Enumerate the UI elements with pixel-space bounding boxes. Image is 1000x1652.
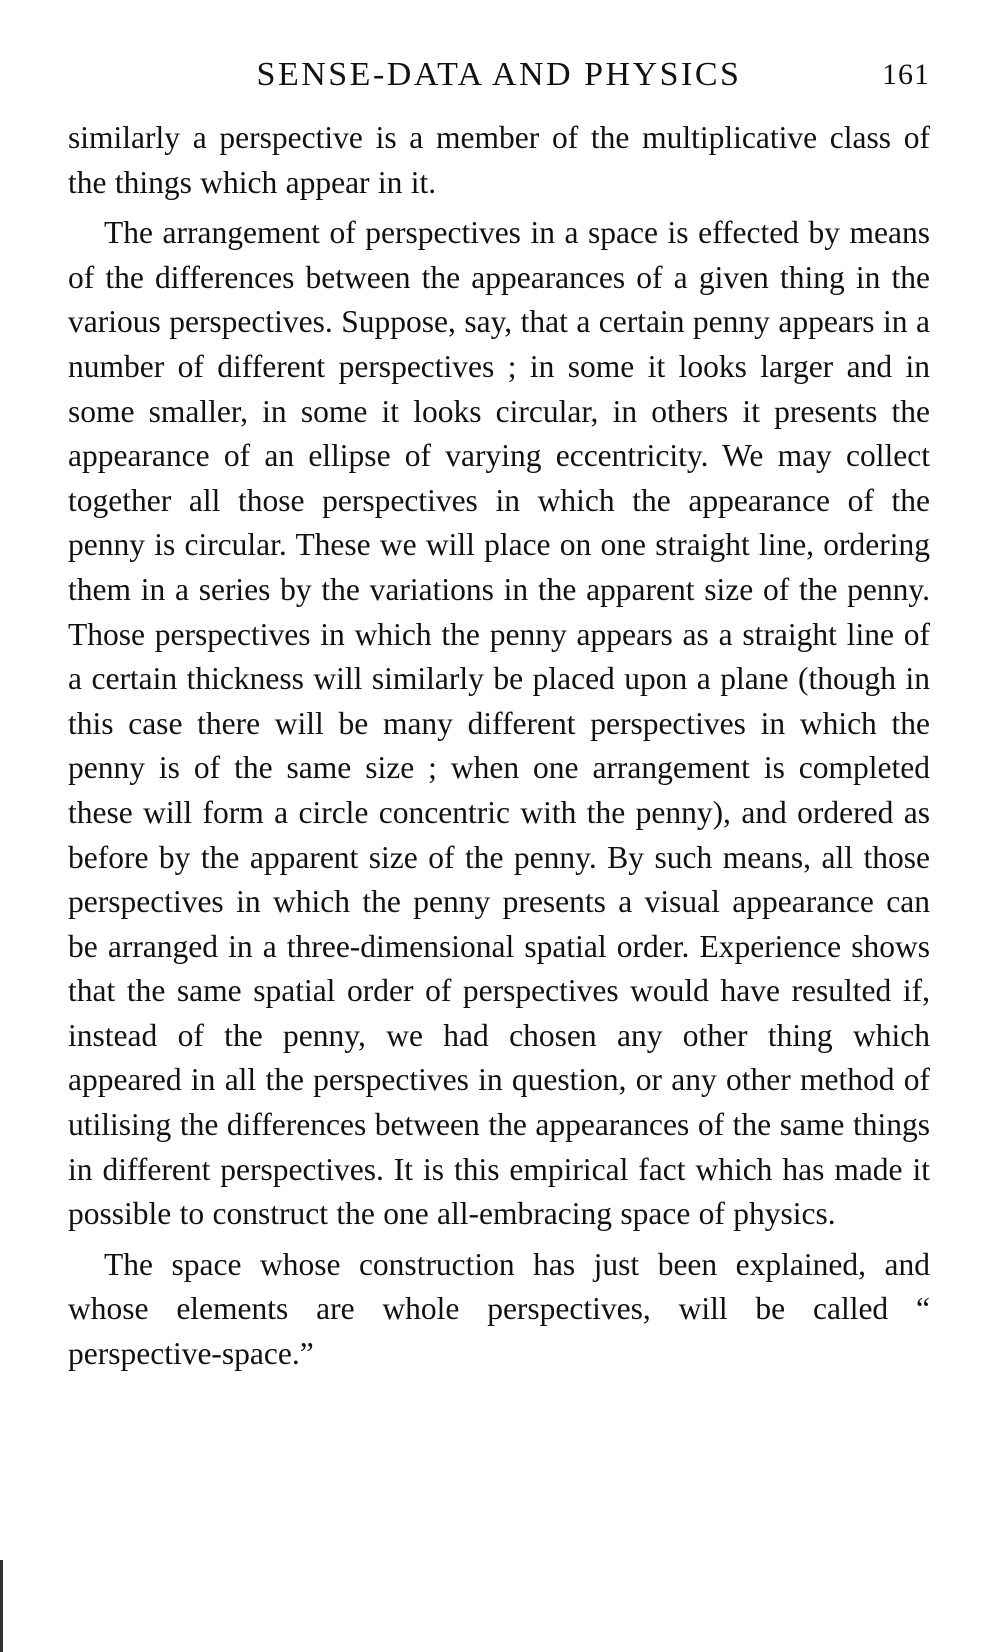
paragraph-continued: similarly a perspective is a member of the multiplicative class of the things which appear in it. — [68, 120, 930, 200]
book-page — [68, 52, 930, 1377]
body-text — [68, 116, 930, 1377]
running-header — [68, 52, 930, 108]
running-title: SENSE-DATA AND PHYSICS — [256, 56, 742, 93]
page-number: 161 — [882, 58, 930, 91]
paragraph-perspective-space: The space whose construction has just been explained, and whose elements are whole perspectives, will be called “ perspective-space.” — [68, 1246, 930, 1372]
page-edge-shadow — [0, 1560, 3, 1652]
paragraph-perspective-arrangement: The arrangement of perspectives in a space is effected by means of the differences between the appearances of a given thing in the various perspectives. Suppose, say, that a certain penny appears in a number of different perspectives ; in some it looks larger and in some smaller, in some it looks circular, in others it presents the appearance of an ellipse of varying eccentricity. We may collect together all those perspectives in which the appearance of the penny is circular. These we will place on one straight line, ordering them in a series by the variations in the apparent size of the penny. Those perspectives in which the penny appears as a straight line of a certain thickness will similarly be placed upon a plane (though in this case there will be many different perspectives in which the penny is of the same size ; when one arrangement is completed these will form a circle concentric with the penny), and ordered as before by the apparent size of the penny. By such means, all those perspectives in which the penny presents a visual appearance can be arranged in a three-dimensional spatial order. Experience shows that the same spatial order of perspectives would have resulted if, instead of the penny, we had chosen any other thing which appeared in all the perspectives in question, or any other method of utilising the differences between the appearances of the same things in different perspectives. It is this empirical fact which has made it possible to construct the one all-embracing space of physics. — [68, 215, 930, 1232]
